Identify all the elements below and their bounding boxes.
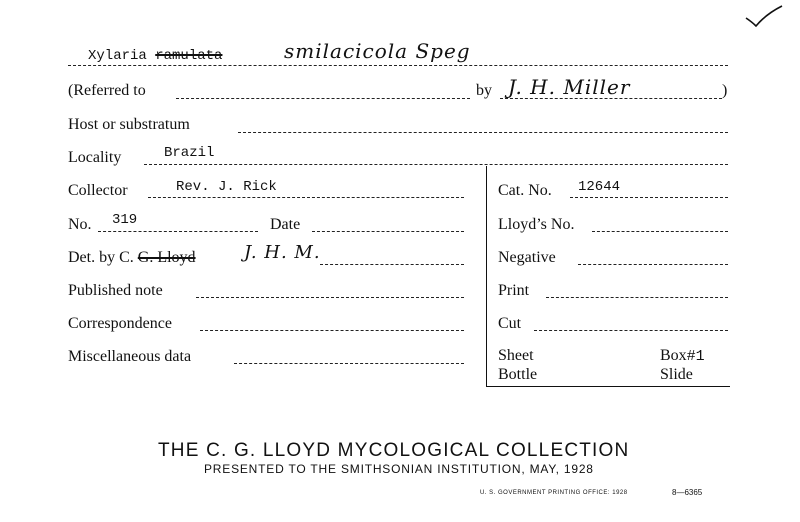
specimen-line (68, 65, 728, 66)
box-label: Box (660, 347, 687, 364)
det-struck: G. Lloyd (137, 249, 196, 266)
footer-subtitle: PRESENTED TO THE SMITHSONIAN INSTITUTION, MAY, 1928 (204, 462, 594, 476)
date-label: Date (270, 216, 301, 233)
published-label: Published note (68, 282, 163, 299)
locality-line (144, 164, 728, 165)
number-label: No. (68, 216, 92, 233)
collector-line (148, 197, 464, 198)
form-number: 8—6365 (672, 488, 703, 497)
cat-label: Cat. No. (498, 182, 552, 199)
by-label: by (476, 82, 492, 99)
genus: Xylaria (88, 48, 147, 64)
number-line (98, 231, 258, 232)
misc-label: Miscellaneous data (68, 348, 192, 365)
footer-title: THE C. G. LLOYD MYCOLOGICAL COLLECTION (158, 440, 630, 461)
right-box-border (486, 166, 487, 386)
det-label-text: Det. by C. (68, 249, 134, 266)
species-handwritten: smilacicola Speg (284, 39, 471, 63)
negative-line (578, 264, 728, 265)
locality-value: Brazil (164, 145, 215, 161)
species-struck: ramulata (155, 48, 223, 64)
referred-label: (Referred to (68, 82, 146, 99)
gpo-imprint: U. S. GOVERNMENT PRINTING OFFICE: 1928 (480, 490, 628, 496)
correspondence-line (200, 330, 464, 331)
number-value: 319 (112, 212, 138, 228)
date-line (312, 231, 464, 232)
cut-line (534, 330, 728, 331)
host-line (238, 132, 728, 133)
negative-label: Negative (498, 249, 556, 266)
det-line (320, 264, 464, 265)
print-label: Print (498, 282, 530, 299)
specimen-name (88, 48, 222, 64)
cat-value: 12644 (578, 179, 621, 195)
host-label: Host or substratum (68, 116, 190, 133)
cut-label: Cut (498, 315, 522, 332)
lloyds-line (592, 231, 728, 232)
misc-line (234, 363, 464, 364)
cat-line (570, 197, 728, 198)
det-label (68, 249, 196, 267)
bottle-label: Bottle (498, 366, 538, 383)
correspondence-label: Correspondence (68, 315, 172, 332)
referred-close: ) (722, 82, 728, 99)
right-box-bottom (486, 386, 730, 387)
check-mark-icon (744, 4, 784, 28)
box-value: #1 (686, 348, 705, 365)
box-cell (660, 347, 705, 366)
locality-label: Locality (68, 149, 122, 166)
lloyds-label: Lloyd’s No. (498, 216, 575, 233)
slide-label: Slide (660, 366, 693, 383)
collector-label: Collector (68, 182, 128, 199)
collector-value: Rev. J. Rick (176, 179, 277, 195)
by-line (500, 98, 722, 99)
referred-line (176, 98, 470, 99)
published-line (196, 297, 464, 298)
det-handwritten: J. H. M. (244, 242, 321, 263)
print-line (546, 297, 728, 298)
referred-by-handwritten: J. H. Miller (508, 75, 631, 99)
sheet-label: Sheet (498, 347, 534, 364)
